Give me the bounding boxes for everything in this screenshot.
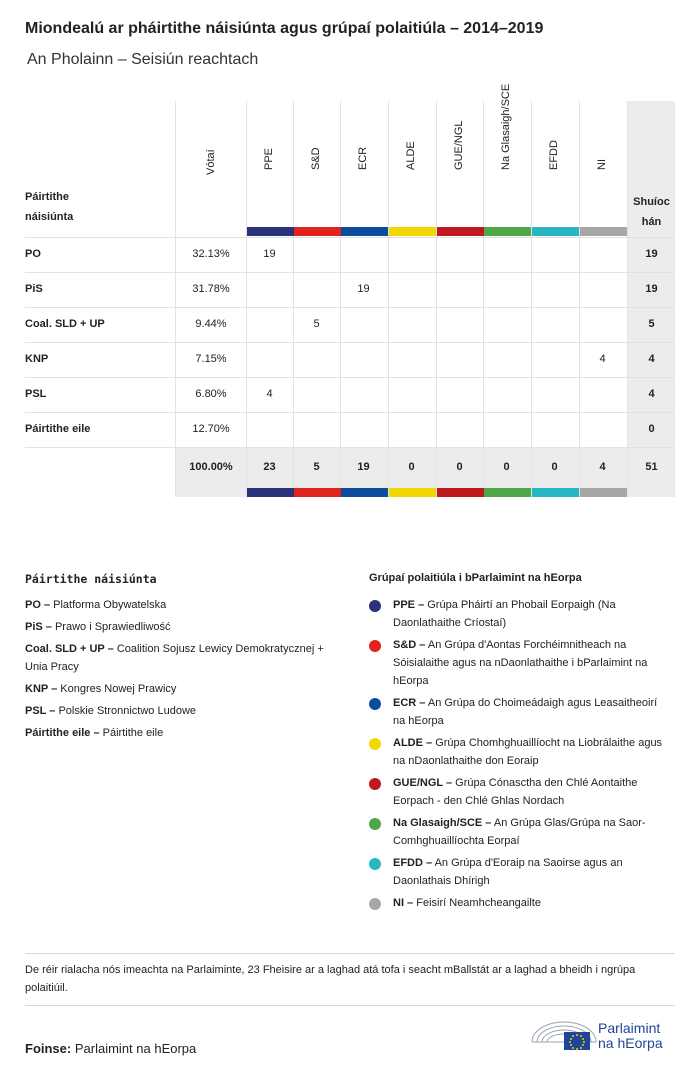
column-divider [579, 101, 580, 497]
group-legend-item [393, 814, 668, 850]
row-divider [25, 272, 675, 273]
total-seat-count: 4 [599, 461, 606, 473]
seat-total: 0 [648, 423, 655, 435]
party-full-name: Páirtithe eile [102, 727, 164, 739]
group-legend-item [393, 774, 668, 810]
row-divider [25, 237, 675, 238]
group-color-bar [247, 227, 294, 236]
source-line [25, 1041, 196, 1056]
group-legend-item [393, 894, 668, 912]
party-full-name: Polskie Stronnictwo Ludowe [58, 705, 197, 717]
vote-share: 12.70% [192, 423, 230, 435]
row-divider [25, 377, 675, 378]
party-legend-item [25, 724, 345, 742]
total-seat-count: 0 [551, 461, 558, 473]
group-full-name: Grúpa Chomhghuaillíocht na Liobrálaithe agus na nDaonlathaithe don Eoraip [393, 737, 663, 767]
party-name: KNP [25, 353, 49, 365]
row-divider [25, 447, 675, 448]
party-full-name: Coalition Sojusz Lewicy Demokratycznej + Unia Pracy [25, 643, 324, 673]
group-color-bar [484, 227, 531, 236]
group-color-bar [247, 488, 294, 497]
page-subtitle: An Pholainn – Seisiún reachtach [27, 51, 259, 68]
group-header-7: NI [596, 159, 608, 170]
party-legend-title: Páirtithe náisiúnta [25, 572, 157, 586]
total-votes: 100.00% [189, 461, 233, 473]
group-color-bar [532, 227, 579, 236]
group-abbr: PPE – [393, 599, 425, 611]
page-title: Miondealú ar pháirtithe náisiúnta agus grúpaí polaitiúla – 2014–2019 [25, 20, 544, 37]
total-seat-count: 0 [408, 461, 415, 473]
group-color-bar [294, 227, 341, 236]
vote-share: 31.78% [192, 283, 230, 295]
group-full-name: Grúpa Pháirtí an Phobail Eorpaigh (Na Daonlathaithe Críostaí) [393, 599, 616, 629]
column-divider [627, 101, 628, 497]
group-abbr: S&D – [393, 639, 426, 651]
column-divider [246, 101, 247, 497]
seat-count: 4 [599, 353, 606, 365]
party-legend-item [25, 702, 345, 720]
party-name: PSL [25, 388, 47, 400]
vote-share: 7.15% [195, 353, 227, 365]
column-divider [531, 101, 532, 497]
row-divider [25, 307, 675, 308]
group-abbr: GUE/NGL – [393, 777, 453, 789]
seat-count: 19 [357, 283, 370, 295]
party-name: PO [25, 248, 41, 260]
seat-count: 19 [263, 248, 276, 260]
divider [25, 1005, 675, 1006]
party-full-name: Platforma Obywatelska [53, 599, 167, 611]
total-seat-count: 0 [456, 461, 463, 473]
group-abbr: ECR – [393, 697, 426, 709]
total-seat-count: 23 [263, 461, 276, 473]
party-legend-item [25, 596, 345, 614]
total-seat-count: 0 [503, 461, 510, 473]
logo-text [598, 1021, 663, 1051]
group-header-4: GUE/NGL [453, 120, 465, 170]
footnote: De réir rialacha nós imeachta na Parlaiminte, 23 Fheisire ar a laghad atá tofa i seacht mBallstát ar a laghad a bheidh i ngrúpa polaitiúil. [25, 964, 636, 994]
group-color-dot [369, 818, 381, 830]
party-abbr: Páirtithe eile – [25, 727, 100, 739]
party-full-name: Prawo i Sprawiedliwość [54, 621, 171, 633]
group-header-1: S&D [310, 147, 322, 170]
row-divider [25, 342, 675, 343]
vote-share: 9.44% [195, 318, 227, 330]
column-divider [483, 101, 484, 497]
divider [25, 953, 675, 954]
seat-distribution-table [0, 0, 700, 500]
group-color-dot [369, 640, 381, 652]
group-abbr: EFDD – [393, 857, 433, 869]
group-color-bar [341, 488, 388, 497]
party-abbr: PO – [25, 599, 51, 611]
group-color-bar [437, 488, 484, 497]
row-divider [25, 412, 675, 413]
group-color-dot [369, 858, 381, 870]
group-color-dot [369, 698, 381, 710]
column-divider [175, 101, 176, 497]
seat-count: 5 [313, 318, 320, 330]
group-abbr: Na Glasaigh/SCE – [393, 817, 492, 829]
group-full-name: An Grúpa d'Eoraip na Saoirse agus an Daonlathais Dhírigh [393, 857, 623, 887]
party-legend-item [25, 680, 345, 698]
seats-column-shade [628, 101, 675, 497]
group-abbr: ALDE – [393, 737, 433, 749]
party-legend-item [25, 618, 345, 636]
seat-total: 5 [648, 318, 655, 330]
column-divider [293, 101, 294, 497]
party-column-header: Páirtithe náisiúnta [25, 191, 74, 223]
group-color-bar [484, 488, 531, 497]
group-color-bar [437, 227, 484, 236]
group-color-bar [580, 227, 627, 236]
vote-share: 32.13% [192, 248, 230, 260]
party-name: Coal. SLD + UP [25, 318, 105, 330]
group-legend-item [393, 636, 668, 690]
group-legend-item [393, 854, 668, 890]
seat-total: 4 [648, 388, 655, 400]
group-header-5: Na Glasaigh/SCE [500, 83, 512, 170]
column-divider [340, 101, 341, 497]
group-color-bar [389, 227, 436, 236]
group-full-name: An Grúpa do Choimeádaigh agus Leasaitheoirí na hEorpa [393, 697, 658, 727]
total-seat-count: 19 [357, 461, 370, 473]
group-color-dot [369, 738, 381, 750]
seat-total: 19 [645, 248, 658, 260]
group-header-2: ECR [357, 146, 369, 170]
group-legend-item [393, 596, 668, 632]
party-abbr: Coal. SLD + UP – [25, 643, 114, 655]
logo-line-1: Parlaimint [598, 1020, 661, 1036]
european-parliament-logo [530, 1014, 680, 1060]
group-color-bar [532, 488, 579, 497]
group-header-0: PPE [263, 147, 275, 170]
group-header-6: EFDD [548, 140, 560, 170]
group-color-dot [369, 600, 381, 612]
group-color-bar [341, 227, 388, 236]
group-legend-title: Grúpaí polaitiúla i bParlaimint na hEorpa [369, 572, 582, 584]
party-legend-item [25, 640, 345, 676]
vote-share: 6.80% [195, 388, 227, 400]
seat-count: 4 [266, 388, 273, 400]
seat-total: 4 [648, 353, 655, 365]
seats-column-header: Shuíochán [633, 196, 670, 228]
column-divider [436, 101, 437, 497]
grand-total: 51 [645, 461, 658, 473]
party-full-name: Kongres Nowej Prawicy [60, 683, 177, 695]
group-full-name: An Grúpa Glas/Grúpa na Saor-Comhghuaillíochta Eorpaí [393, 817, 646, 847]
group-legend-item [393, 694, 668, 730]
group-abbr: NI – [393, 897, 414, 909]
total-seat-count: 5 [313, 461, 320, 473]
party-name: PiS [25, 283, 43, 295]
group-color-bar [580, 488, 627, 497]
votes-column-header: Vótaí [205, 149, 217, 175]
logo-line-2: na hEorpa [598, 1035, 663, 1051]
group-legend-item [393, 734, 668, 770]
party-abbr: KNP – [25, 683, 58, 695]
source-label: Foinse: [25, 1041, 72, 1056]
group-full-name: Feisirí Neamhcheangailte [416, 897, 541, 909]
group-full-name: Grúpa Cónasctha den Chlé Aontaithe Eorpach - den Chlé Ghlas Nordach [393, 777, 638, 807]
party-name: Páirtithe eile [25, 423, 91, 435]
group-full-name: An Grúpa d'Aontas Forchéimnitheach na Sóisialaithe agus na nDaonlathaithe i bParlaimint na hEorpa [393, 639, 648, 687]
party-abbr: PiS – [25, 621, 52, 633]
group-color-bar [389, 488, 436, 497]
seat-total: 19 [645, 283, 658, 295]
source-value: Parlaimint na hEorpa [74, 1041, 197, 1056]
group-color-dot [369, 778, 381, 790]
party-abbr: PSL – [25, 705, 56, 717]
group-color-bar [294, 488, 341, 497]
group-color-dot [369, 898, 381, 910]
column-divider [388, 101, 389, 497]
group-header-3: ALDE [405, 141, 417, 170]
